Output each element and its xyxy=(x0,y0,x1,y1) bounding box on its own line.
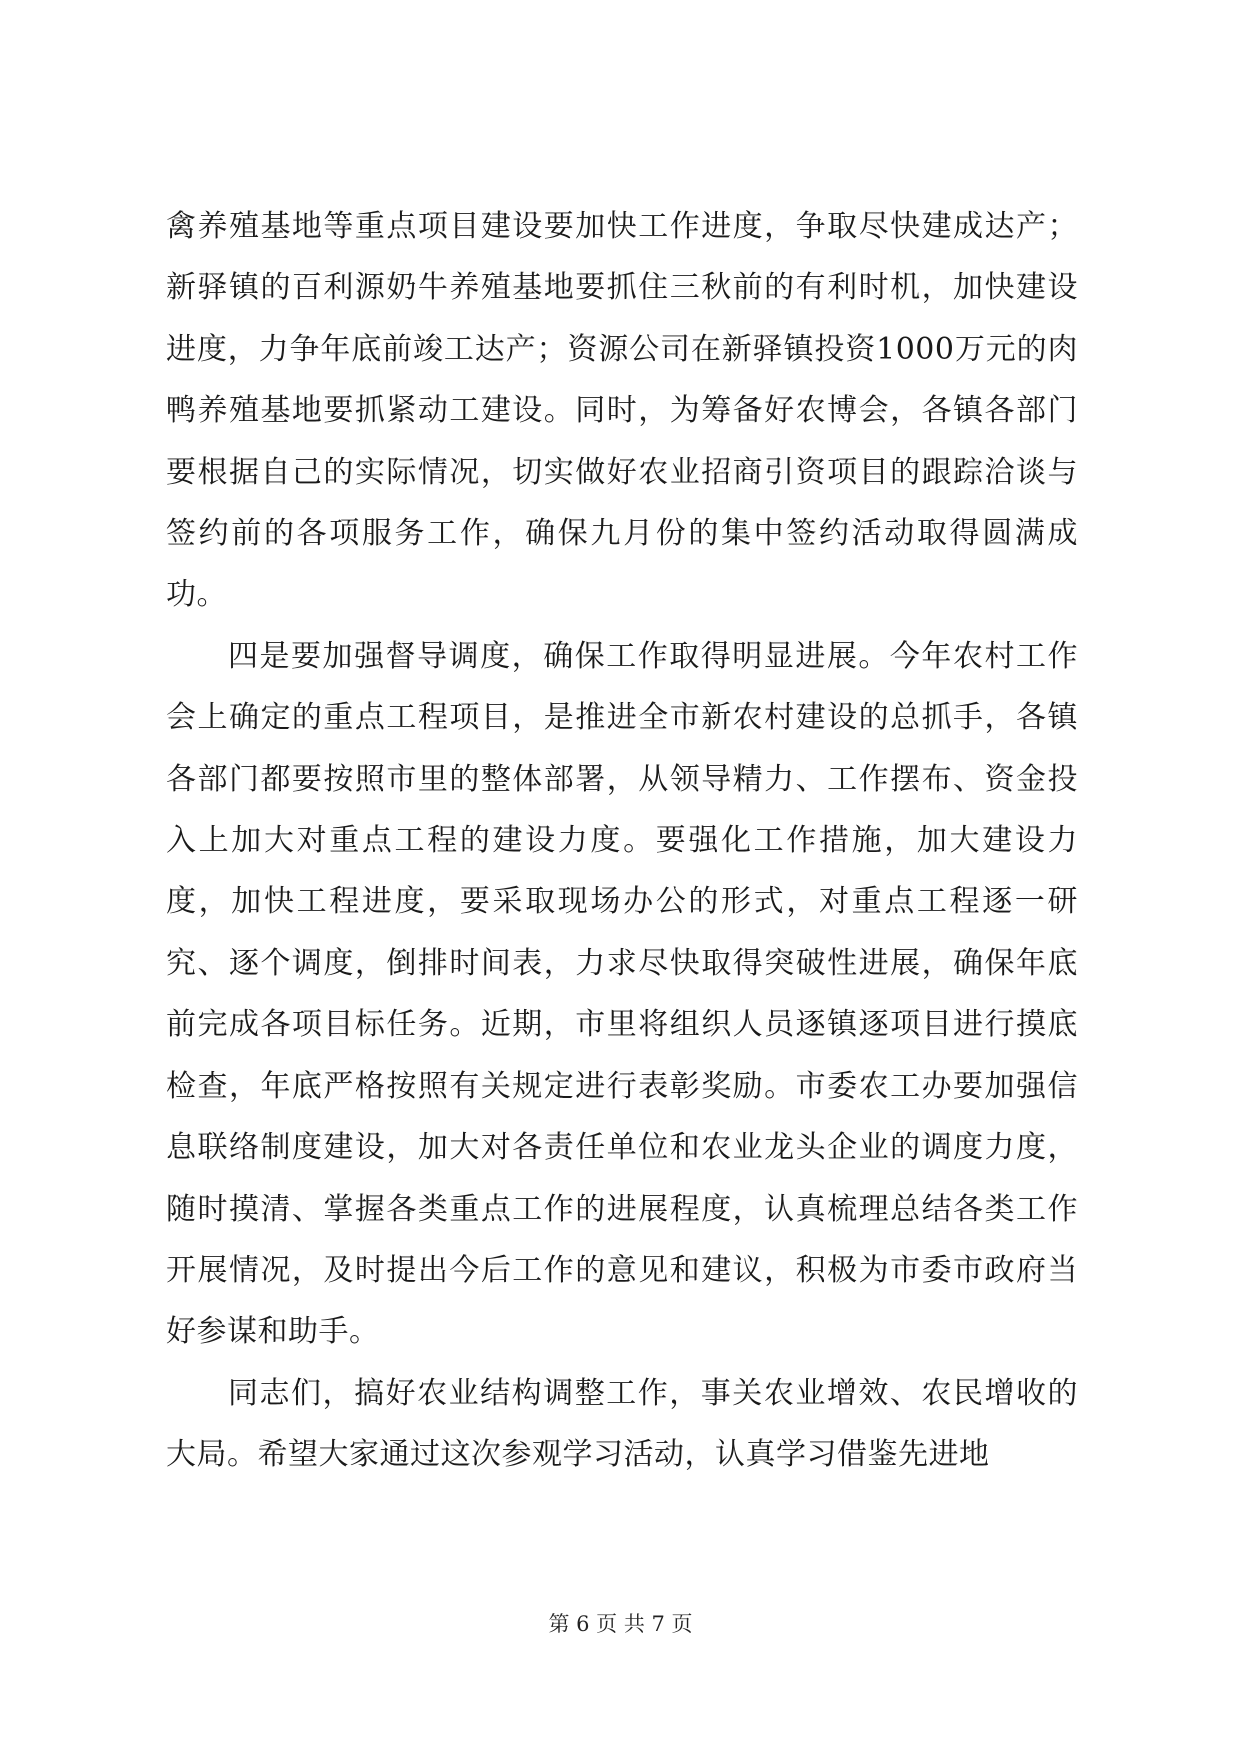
paragraph-continuation: 禽养殖基地等重点项目建设要加快工作进度，争取尽快建成达产；新驿镇的百利源奶牛养殖基地要抓住三秋前的有利时机，加快建设进度，力争年底前竣工达产；资源公司在新驿镇投资1000万元的肉鸭养殖基地要抓紧动工建设。同时，为筹备好农博会，各镇各部门要根据自己的实际情况，切实做好农业招商引资项目的跟踪洽谈与签约前的各项服务工作，确保九月份的集中签约活动取得圆满成功。 xyxy=(166,209,1078,613)
paragraph-supervision: 四是要加强督导调度，确保工作取得明显进展。今年农村工作会上确定的重点工程项目，是推进全市新农村建设的总抓手，各镇各部门都要按照市里的整体部署，从领导精力、工作摆布、资金投入上加大对重点工程的建设力度。要强化工作措施，加大建设力度，加快工程进度，要采取现场办公的形式，对重点工程逐一研究、逐个调度，倒排时间表，力求尽快取得突破性进展，确保年底前完成各项目标任务。近期，市里将组织人员逐镇逐项目进行摸底检查，年底严格按照有关规定进行表彰奖励。市委农工办要加强信息联络制度建设，加大对各责任单位和农业龙头企业的调度力度，随时摸清、掌握各类重点工作的进展程度，认真梳理总结各类工作开展情况，及时提出今后工作的意见和建议，积极为市委市政府当好参谋和助手。 xyxy=(166,638,1078,1350)
document-body xyxy=(166,196,1078,1486)
page-number-footer: 第 6 页 共 7 页 xyxy=(548,1612,693,1636)
paragraph-closing: 同志们，搞好农业结构调整工作，事关农业增效、农民增收的大局。希望大家通过这次参观学习活动，认真学习借鉴先进地 xyxy=(166,1375,1078,1473)
